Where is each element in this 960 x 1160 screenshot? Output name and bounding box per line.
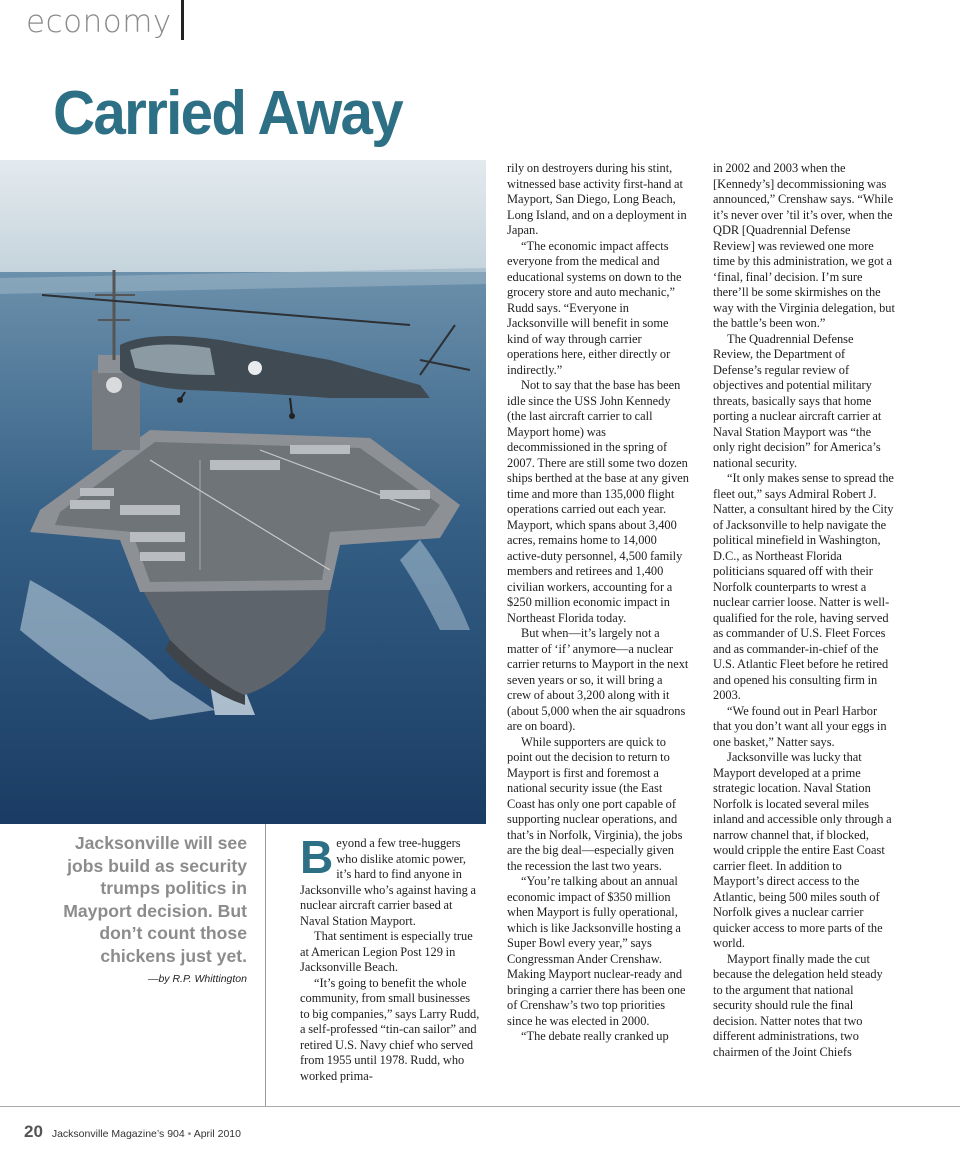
- section-label: economy: [26, 4, 172, 40]
- article-paragraph: Not to say that the base has been idle since the USS John Kennedy (the last aircraft carrier to call Mayport home) was decommissioned in the spring of 2007. There are still some two dozen ships berthed at the base at any given time and more than 135,000 flight operations carried out each year. Mayport, which spans about 3,400 acres, remains home to 14,000 active-duty personnel, 4,500 family members and retirees and 1,400 civilian workers, accounting for a $250 million economic impact in Northeast Florida today.: [507, 378, 689, 625]
- article-paragraph: But when—it’s largely not a matter of ‘if’ anymore—a nuclear carrier returns to Mayport in the next seven years or so, it will bring a crew of about 3,200 along with it (about 5,000 when the air squadrons are on board).: [507, 626, 689, 733]
- article-paragraph: “We found out in Pearl Harbor that you don’t want all your eggs in one basket,” Natter says.: [713, 703, 887, 749]
- issue-date: April 2010: [193, 1128, 241, 1140]
- article-paragraph: Jacksonville was lucky that Mayport developed at a prime strategic location. Naval Station Norfolk is located several miles inland and accessible only through a narrow channel that, if blocked, would cripple the entire East Coast carrier fleet. In addition to Mayport’s direct access to the Atlantic, being 500 miles south of Norfolk gives a nuclear carrier quicker access to more parts of the world.: [713, 750, 892, 950]
- page-number: 20: [24, 1122, 43, 1141]
- article-paragraph: “It only makes sense to spread the fleet out,” says Admiral Robert J. Natter, a consultant hired by the City of Jacksonville to help navigate the political minefield in Washington, D.C., as Northeast Florida politicians squared off with their Norfolk counterparts to wrest a nuclear carrier loose. Natter is well-qualified for the role, having served as commander of U.S. Fleet Forces and as commander-in-chief of the U.S. Atlantic Fleet before he retired and opened his consulting firm in 2003.: [713, 471, 894, 702]
- footer-rule: [0, 1106, 960, 1107]
- article-column-1: [300, 831, 480, 1084]
- article-paragraph: “The economic impact affects everyone from the medical and educational systems on down to the grocery store and auto mechanic,” Rudd says. “Everyone in Jacksonville will benefit in some kind of way through carrier operations here, either directly or indirectly.”: [507, 238, 682, 377]
- article-paragraph: rily on destroyers during his stint, witnessed base activity first-hand at Mayport, San Diego, Long Beach, Long Island, and on a deployment in Japan.: [507, 161, 687, 237]
- article-column-3: [713, 161, 895, 1060]
- article-paragraph: Mayport finally made the cut because the delegation held steady to the argument that national security should rule the final decision. Natter notes that two different administrations, two chairmen of the Joint Chiefs: [713, 951, 883, 1059]
- article-paragraph: “You’re talking about an annual economic impact of $350 million when Mayport is fully operational, which is like Jacksonville hosting a Super Bowl every year,” says Congressman Ander Crenshaw. Making Mayport nuclear-ready and bringing a carrier there has been one of Crenshaw’s two top priorities since he was elected in 2000.: [507, 874, 686, 1028]
- pull-quote: Jacksonville will see jobs build as security trumps politics in Mayport decision. But don’t count those chickens just yet.: [63, 833, 247, 966]
- publication-name: Jacksonville Magazine’s 904: [51, 1128, 185, 1140]
- article-paragraph: While supporters are quick to point out the decision to return to Mayport is first and foremost a national security issue (the East Coast has only one port capable of supporting nuclear operations, and that’s in Norfolk, Virginia), the jobs are the big deal—especially given the recession the last two years.: [507, 734, 683, 873]
- column-divider: [265, 824, 266, 1106]
- page-footer: [24, 1122, 241, 1142]
- section-divider: [181, 0, 184, 40]
- byline: —by R.P. Whittington: [147, 973, 247, 985]
- article-paragraph: The Quadrennial Defense Review, the Department of Defense’s regular review of objectives and potential military threats, basically says that home porting a nuclear aircraft carrier at Naval Station Mayport was “the only right decision” for America’s national security.: [713, 331, 882, 470]
- article-paragraph: “The debate really cranked up: [521, 1029, 669, 1043]
- article-paragraph: That sentiment is especially true at American Legion Post 129 in Jacksonville Beach.: [300, 929, 473, 974]
- footer-separator: •: [187, 1128, 192, 1140]
- aircraft-carrier-photo: [0, 160, 486, 824]
- headline: Carried Away: [53, 79, 402, 148]
- drop-cap: B: [300, 831, 334, 883]
- article-paragraph: “It’s going to benefit the whole community, from small businesses to big companies,” says Larry Rudd, a self-professed “tin-can sailor” and retired U.S. Navy chief who served from 1955 until 1978. Rudd, who worked prima-: [300, 975, 480, 1083]
- article-paragraph: in 2002 and 2003 when the [Kennedy’s] decommissioning was announced,” Crenshaw says. “While it’s never over ’til it’s over, when the QDR [Quadrennial Defense Review] was reviewed one more time by this administration, we got a ‘final, final’ decision. I’m sure there’ll be some skirmishes on the way with the Virginia delegation, but the battle’s been won.”: [713, 161, 895, 330]
- article-column-2: [507, 161, 689, 1045]
- article-paragraph: Beyond a few tree-huggers who dislike atomic power, it’s hard to find anyone in Jacksonville who’s against having a nuclear aircraft carrier based at Naval Station Mayport.: [300, 831, 476, 928]
